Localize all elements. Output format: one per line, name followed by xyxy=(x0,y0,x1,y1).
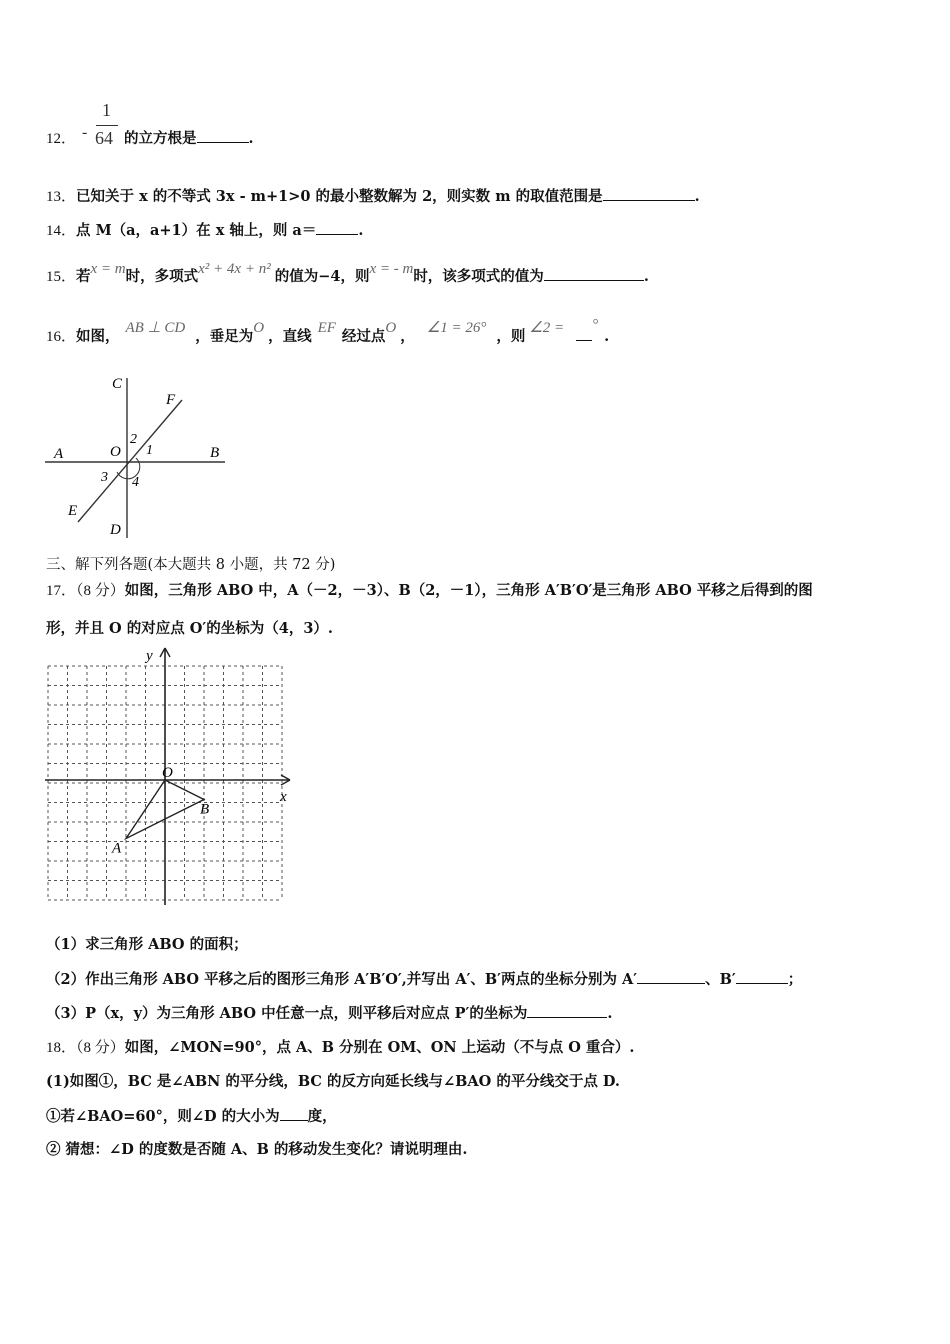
question-18-part1: (1)如图①，BC 是∠ABN 的平分线，BC 的反方向延长线与∠BAO 的平分线交于点 D. xyxy=(46,1073,620,1090)
question-18-part3: ② 猜想：∠D 的度数是否随 A、B 的移动发生变化？请说明理由. xyxy=(46,1141,468,1158)
question-16 xyxy=(46,317,610,347)
math-x-equals-m: x = m xyxy=(90,261,126,277)
label-y: y xyxy=(146,648,153,664)
text-fragment: ，直线 xyxy=(268,328,312,345)
question-text: 已知关于 x 的不等式 3x - m+1>0 的最小整数解为 2，则实数 m 的取值范围是 xyxy=(76,188,603,205)
label-b: B xyxy=(210,445,220,461)
period: . xyxy=(694,188,700,205)
label-a: A xyxy=(54,446,64,462)
text-fragment: 时，该多项式的值为 xyxy=(413,268,544,285)
math-polynomial: x² + 4x + n² xyxy=(198,261,271,277)
question-18-line1 xyxy=(46,1038,634,1058)
answer-blank[interactable] xyxy=(603,186,695,201)
period: . xyxy=(358,222,364,239)
answer-blank[interactable] xyxy=(544,266,644,281)
period: . xyxy=(604,328,610,345)
fraction-minus-sign: - xyxy=(82,124,88,141)
math-o: O xyxy=(385,320,397,336)
math-ab-perp-cd: AB ⊥ CD xyxy=(125,320,186,336)
answer-blank-p-prime[interactable] xyxy=(527,1003,607,1018)
question-18-part2 xyxy=(46,1106,337,1127)
answer-blank[interactable] xyxy=(576,326,592,341)
text-fragment: 、B′ xyxy=(705,971,736,988)
math-angle1: ∠1 = 26° xyxy=(426,320,487,336)
question-number: 14． xyxy=(46,223,77,239)
answer-blank-a-prime[interactable] xyxy=(637,969,705,984)
label-b: B xyxy=(200,801,210,818)
label-1: 1 xyxy=(146,443,153,458)
question-number: 15． xyxy=(46,269,77,285)
question-text: 如图，三角形 ABO 中，A（－2，－3）、B（2，－1），三角形 A′B′O′是三角形 ABO 平移之后得到的图 xyxy=(124,582,813,599)
text-fragment: ①若∠BAO=60°，则∠D 的大小为 xyxy=(46,1108,280,1125)
question-score: （8 分） xyxy=(76,583,125,599)
question-15 xyxy=(46,261,649,287)
text-fragment: 时，多项式 xyxy=(125,268,199,285)
label-4: 4 xyxy=(132,475,139,490)
math-o: O xyxy=(253,320,265,336)
answer-blank-b-prime[interactable] xyxy=(736,969,788,984)
math-angle2: ∠2 = xyxy=(529,320,565,336)
question-text: 的立方根是 xyxy=(124,130,197,147)
question-number: 17． xyxy=(46,583,77,599)
text-fragment: 如图， xyxy=(76,328,120,345)
text-fragment: 的值为−4，则 xyxy=(274,268,370,285)
question-14 xyxy=(46,220,363,241)
question-12 xyxy=(46,128,254,149)
question-score: （8 分） xyxy=(76,1040,125,1056)
math-ef: EF xyxy=(317,320,336,336)
text-fragment: 若 xyxy=(76,268,91,285)
question-17-line1 xyxy=(46,581,813,601)
text-fragment: ； xyxy=(787,971,803,988)
text-fragment: ，则 xyxy=(496,328,526,345)
label-c: C xyxy=(112,376,123,392)
label-x: x xyxy=(280,789,287,805)
question-number: 12． xyxy=(46,131,77,147)
question-13 xyxy=(46,186,700,207)
question-number: 16． xyxy=(46,329,77,345)
period: . xyxy=(607,1005,613,1022)
math-x-equals-minus-m: x = - m xyxy=(369,261,414,277)
question-17-line2: 形，并且 O 的对应点 O′的坐标为（4，3）. xyxy=(46,620,333,637)
text-fragment: 度， xyxy=(307,1108,337,1125)
fraction-bar xyxy=(96,125,118,126)
label-f: F xyxy=(166,392,176,408)
section-title: 三、解下列各题(本大题共 8 小题，共 72 分) xyxy=(46,557,336,573)
label-2: 2 xyxy=(130,432,137,447)
math-degree: ° xyxy=(592,317,599,333)
text-fragment: ， xyxy=(400,328,415,345)
period: . xyxy=(248,130,254,147)
fraction-numerator: 1 xyxy=(102,100,111,120)
text-fragment: ，垂足为 xyxy=(195,328,254,345)
answer-blank[interactable] xyxy=(197,128,249,143)
label-3: 3 xyxy=(101,470,108,485)
label-a: A xyxy=(112,840,122,857)
text-fragment: （3）P（x，y）为三角形 ABO 中任意一点，则平移后对应点 P′的坐标为 xyxy=(46,1005,528,1022)
text-fragment: （2）作出三角形 ABO 平移之后的图形三角形 A′B′O′,并写出 A′、B′两点的坐标分别为 A′ xyxy=(46,971,638,988)
question-text: 如图，∠MON=90°，点 A、B 分别在 OM、ON 上运动（不与点 O 重合）. xyxy=(124,1039,635,1056)
coordinate-grid xyxy=(40,643,300,908)
label-d: D xyxy=(110,522,121,538)
question-number: 18． xyxy=(46,1040,77,1056)
figure-16-lines xyxy=(40,370,240,545)
label-o: O xyxy=(162,765,173,781)
question-17-part2 xyxy=(46,969,802,990)
label-e: E xyxy=(68,503,78,519)
text-fragment: 经过点 xyxy=(341,328,386,345)
answer-blank[interactable] xyxy=(316,220,358,235)
question-text: 点 M（a，a+1）在 x 轴上，则 a＝ xyxy=(76,222,317,239)
answer-blank[interactable] xyxy=(280,1106,308,1121)
line-ef xyxy=(78,400,182,522)
label-o: O xyxy=(110,444,121,460)
question-17-part1: （1）求三角形 ABO 的面积； xyxy=(46,936,248,953)
question-17-part3 xyxy=(46,1003,612,1024)
question-number: 13． xyxy=(46,189,77,205)
period: . xyxy=(643,268,649,285)
fraction-denominator: 64 xyxy=(95,128,113,148)
